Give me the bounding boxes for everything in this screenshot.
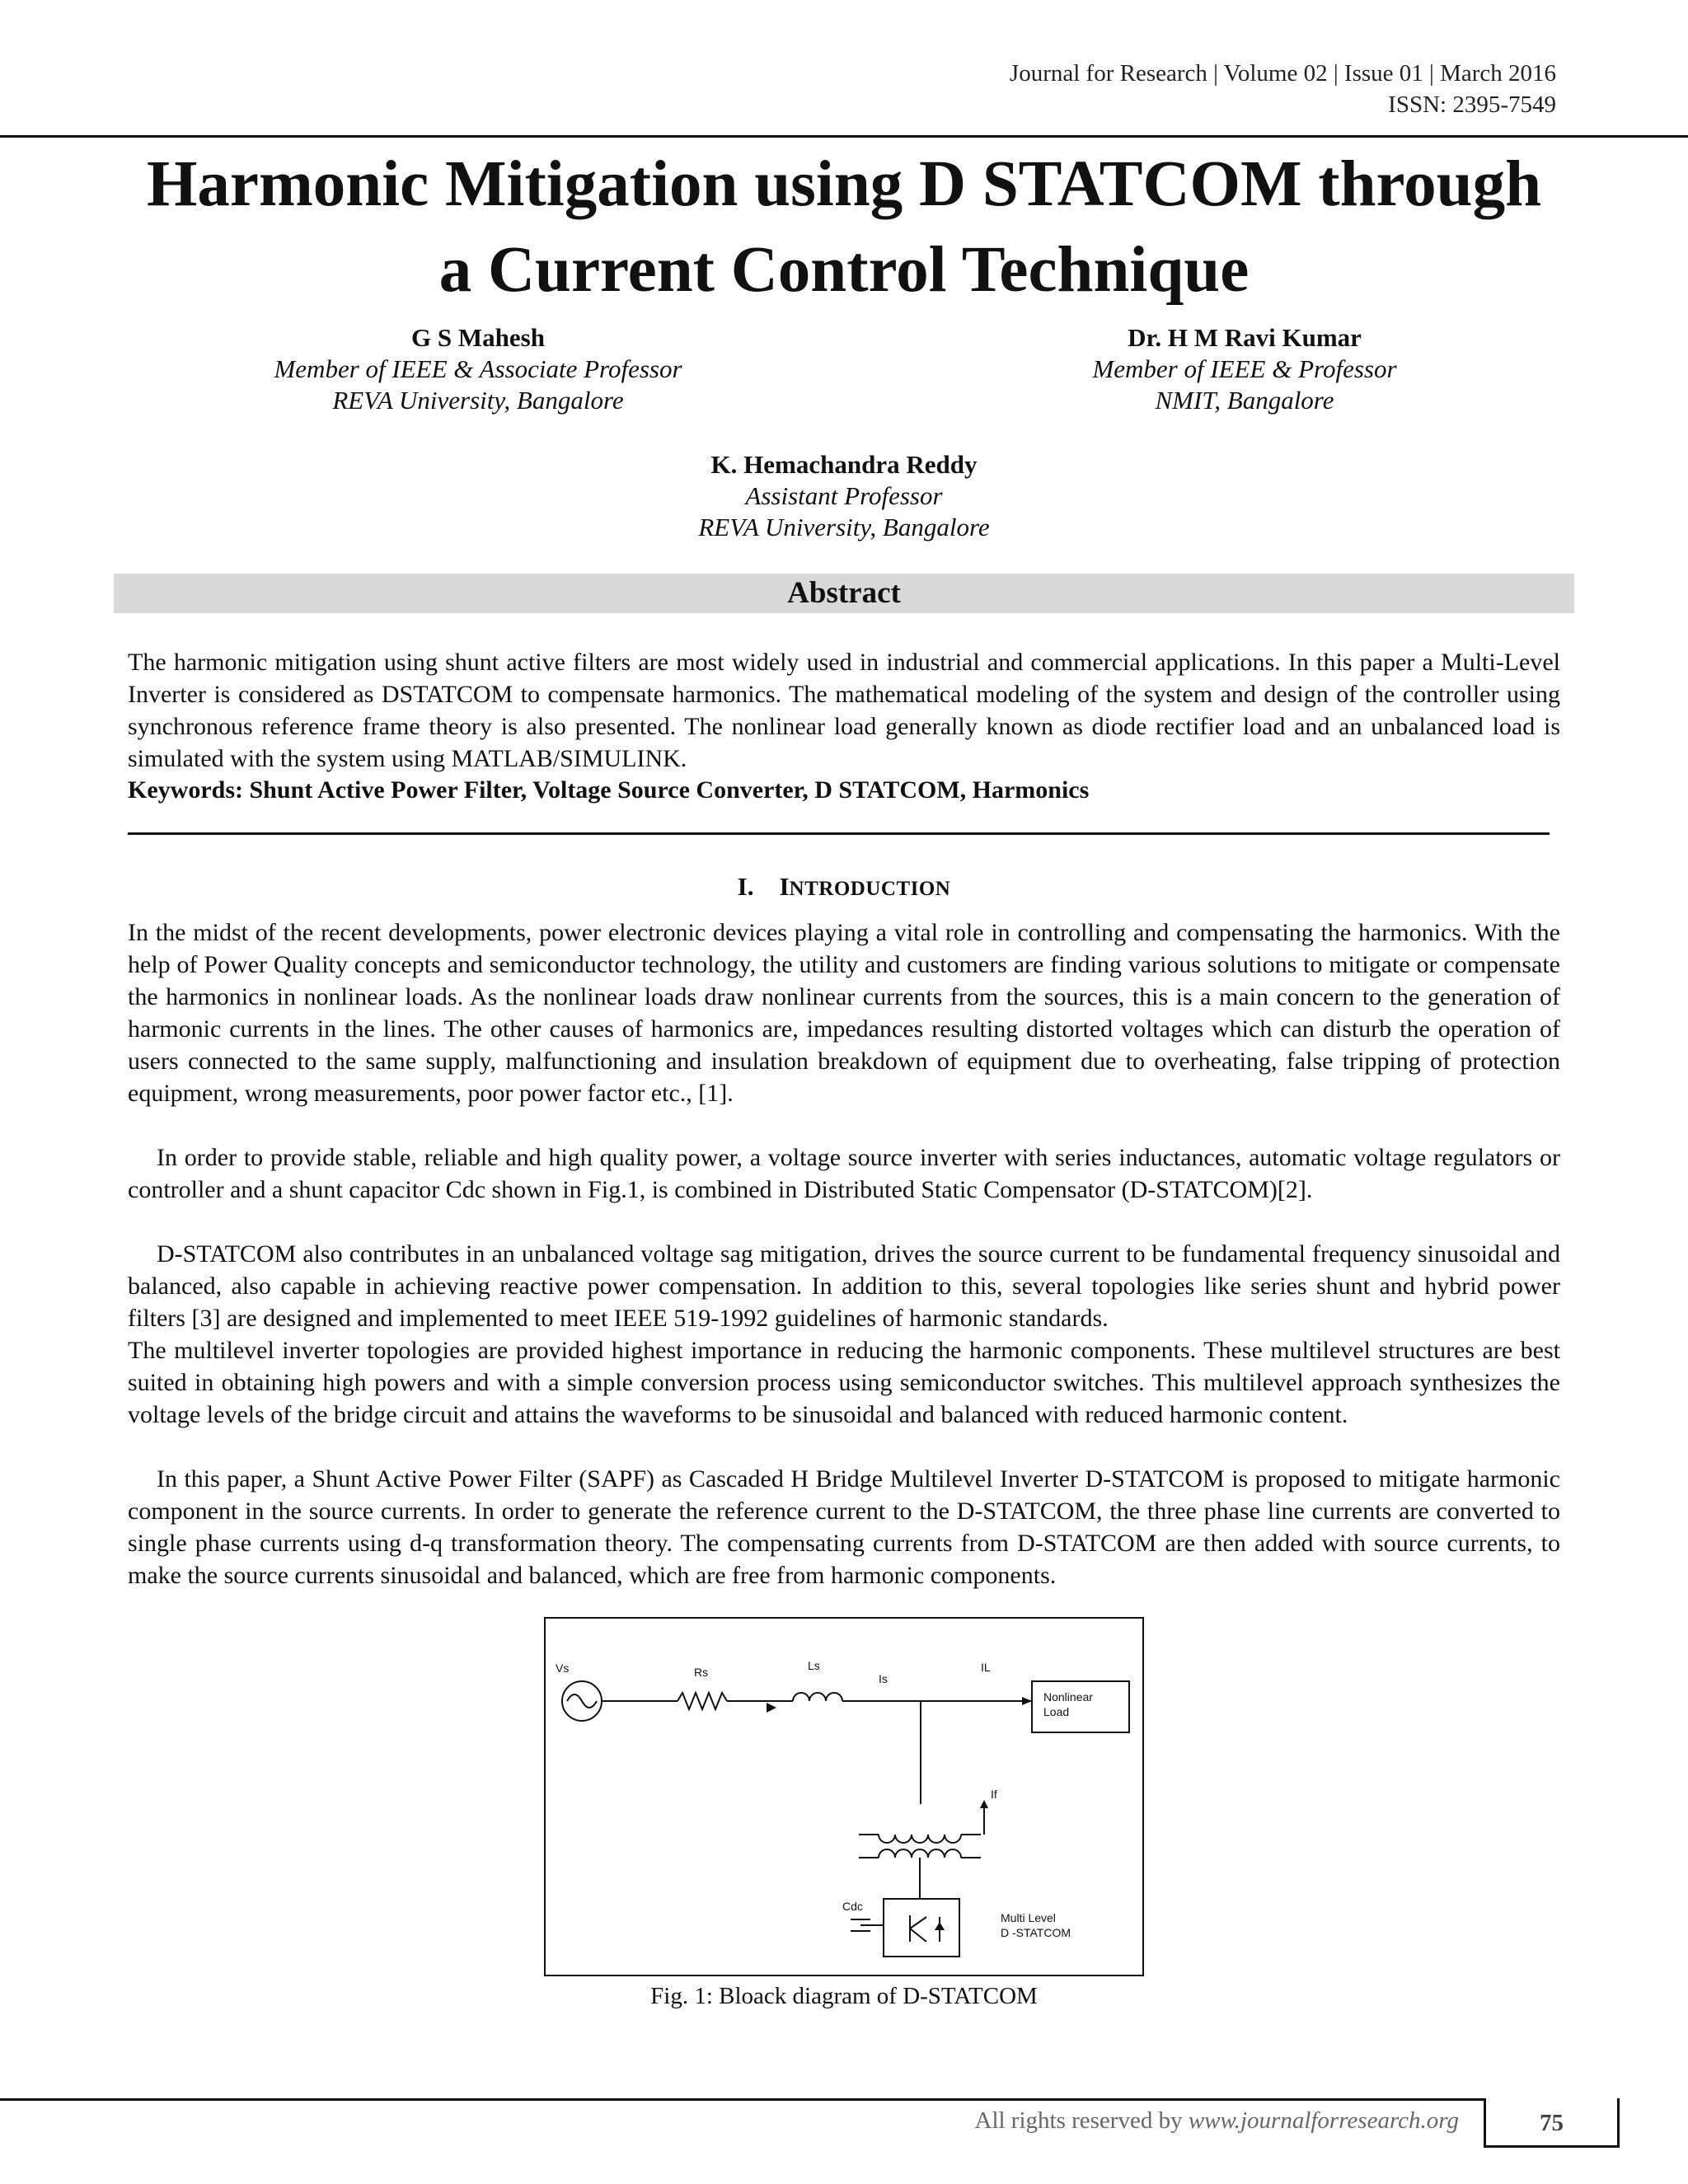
footer-rule <box>0 2098 1484 2101</box>
if-arrow-icon <box>980 1800 988 1808</box>
intro-paragraph-5: In this paper, a Shunt Active Power Filter (SAPF) as Cascaded H Bridge Multilevel Inverter D-STATCOM is proposed to mitigate harmonic component in the source currents. In order to generate the reference current to the D-STATCOM, the three phase line currents are converted to single phase currents using d-q transformation theory. The compensating currents from D-STATCOM are then added with source currents, to make the source currents sinusoidal and balanced, which are free from harmonic components. <box>128 1465 1560 1589</box>
intro-paragraph-1: In the midst of the recent developments, power electronic devices playing a vital role in controlling and compensating the harmonics. With the help of Power Quality concepts and semiconductor technology, the utility and customers are finding various solutions to mitigate or compensate the harmonics in nonlinear loads. As the nonlinear loads draw nonlinear currents from the sources, this is a main concern to the generation of harmonic currents in the lines. The other causes of harmonics are, impedances resulting distorted voltages which can disturb the operation of users connected to the same supply, malfunctioning and insulation breakdown of equipment due to overheating, false tripping of protection equipment, wrong measurements, poor power factor etc., [1]. <box>128 919 1560 1107</box>
intro-paragraph-3: D-STATCOM also contributes in an unbalanced voltage sag mitigation, drives the source current to be fundamental frequency sinusoidal and balanced, also capable in achieving reactive power compensation. In addition to this, several topologies like series shunt and hybrid power filters [3] are designed and implemented to meet IEEE 519-1992 guidelines of harmonic standards. <box>128 1240 1560 1332</box>
label-il: IL <box>981 1661 991 1674</box>
label-mli-1: Multi Level <box>1001 1911 1056 1924</box>
label-if: If <box>991 1788 997 1801</box>
transformer-primary-icon <box>879 1835 961 1843</box>
il-arrow-icon <box>1022 1697 1032 1705</box>
abstract-heading: Abstract <box>114 574 1574 613</box>
author-affiliation: REVA University, Bangalore <box>698 513 990 541</box>
author-block-2 <box>931 322 1558 416</box>
intro-paragraph-2: In order to provide stable, reliable and high quality power, a voltage source inverter with series inductances, automatic voltage regulators or controller and a shunt capacitor Cdc shown in Fig.1, is combined in Distributed Static Compensator (D-STATCOM)[2]. <box>128 1144 1560 1203</box>
label-load-1: Nonlinear <box>1043 1690 1093 1704</box>
page-number: 75 <box>1484 2098 1620 2148</box>
author-role: Member of IEEE & Professor <box>1092 354 1397 383</box>
label-cdc: Cdc <box>842 1900 863 1913</box>
author-name: K. Hemachandra Reddy <box>710 450 978 479</box>
label-ls: Ls <box>808 1659 820 1672</box>
sine-wave-icon <box>567 1694 597 1708</box>
abstract-rule <box>128 832 1550 835</box>
author-name: G S Mahesh <box>411 323 545 352</box>
title-line-1: Harmonic Mitigation using D STATCOM through <box>146 148 1542 220</box>
inverter-box <box>884 1899 959 1957</box>
label-is: Is <box>879 1672 888 1685</box>
author-role: Member of IEEE & Associate Professor <box>274 354 682 383</box>
section-title-initial: I <box>779 872 790 901</box>
label-vs: Vs <box>556 1661 570 1675</box>
keywords: Keywords: Shunt Active Power Filter, Voltage Source Converter, D STATCOM, Harmonics <box>128 776 1090 804</box>
dstatcom-circuit-diagram <box>546 1619 1146 1978</box>
author-affiliation: REVA University, Bangalore <box>332 386 624 415</box>
transformer-secondary-icon <box>879 1849 961 1858</box>
author-block-1 <box>165 322 791 416</box>
title-line-2: a Current Control Technique <box>438 234 1250 306</box>
figure-1-caption: Fig. 1: Bloack diagram of D-STATCOM <box>650 1983 1038 2009</box>
figure-1-diagram <box>544 1617 1144 1976</box>
journal-website-link[interactable]: www.journalforresearch.org <box>1188 2107 1459 2134</box>
diode-arrow-icon <box>935 1922 945 1930</box>
section-heading-introduction <box>128 870 1560 906</box>
abstract-text: The harmonic mitigation using shunt active filters are most widely used in industrial and commercial applications. In this paper a Multi-Level Inverter is considered as DSTATCOM to compensate harmonics. The mathematical modeling of the system and design of the controller using synchronous reference frame theory is also presented. The nonlinear load generally known as diode rectifier load and an unbalanced load is simulated with the system using MATLAB/SIMULINK. <box>128 649 1560 772</box>
author-name: Dr. H M Ravi Kumar <box>1128 323 1362 352</box>
label-mli-2: D -STATCOM <box>1001 1926 1071 1939</box>
issn: ISSN: 2395-7549 <box>1388 91 1556 118</box>
label-load-2: Load <box>1043 1705 1070 1718</box>
header-rule <box>0 135 1688 138</box>
rights-text: All rights reserved by <box>974 2107 1183 2134</box>
section-title-rest: NTRODUCTION <box>789 878 951 900</box>
author-affiliation: NMIT, Bangalore <box>1155 386 1334 415</box>
resistor-rs-icon <box>678 1693 727 1709</box>
author-block-3 <box>528 449 1160 543</box>
igbt-icon <box>910 1929 926 1942</box>
intro-paragraph-4: The multilevel inverter topologies are provided highest importance in reducing the harmonic components. These multilevel structures are best suited in obtaining high powers and with a simple conversion process using semiconductor switches. This multilevel approach synthesizes the voltage levels of the bridge circuit and attains the waveforms to be sinusoidal and balanced with reduced harmonic content. <box>128 1337 1560 1428</box>
journal-info: Journal for Research | Volume 02 | Issue 01 | March 2016 <box>1009 60 1556 87</box>
paper-title <box>82 142 1606 313</box>
inductor-ls-icon <box>793 1693 842 1701</box>
journal-header <box>1010 58 1556 120</box>
igbt-icon <box>910 1917 926 1929</box>
is-arrow-icon <box>767 1703 776 1713</box>
label-rs: Rs <box>694 1666 709 1679</box>
footer-rights <box>742 2106 1459 2135</box>
author-role: Assistant Professor <box>745 481 943 510</box>
section-number: I. <box>737 872 754 901</box>
